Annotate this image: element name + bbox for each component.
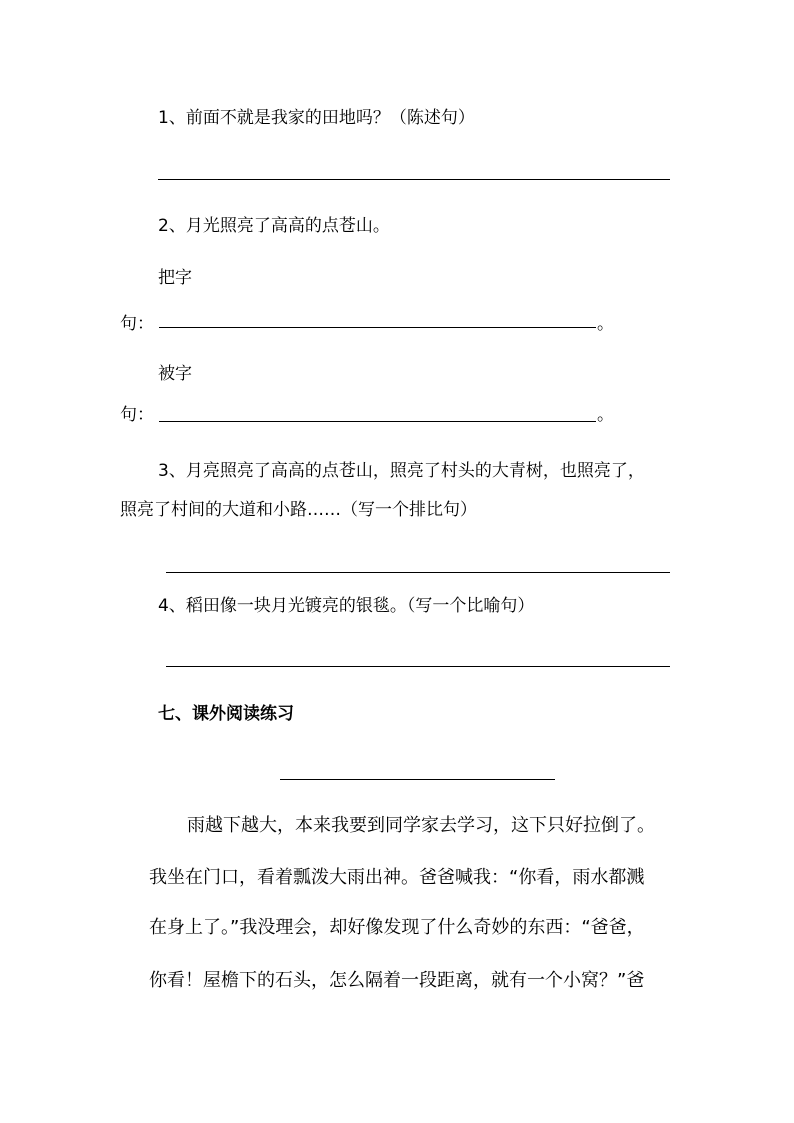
bei-sentence-prefix: 句： [120, 405, 154, 425]
passage-line-1: 雨越下越大，本来我要到同学家去学习，这下只好拉倒了。 [187, 815, 655, 836]
passage-line-2: 我坐在门口，看着瓢泼大雨出神。爸爸喊我：“你看，雨水都溅 [149, 867, 645, 888]
answer-line-ba[interactable] [159, 327, 596, 328]
ba-sentence-prefix: 句： [120, 314, 154, 334]
bei-sentence-suffix: 。 [597, 405, 614, 425]
title-blank-line[interactable] [280, 779, 555, 780]
passage-line-4: 你看！屋檐下的石头，怎么隔着一段距离，就有一个小窝？”爸 [149, 970, 645, 991]
answer-line-3[interactable] [166, 572, 670, 573]
question-2-prompt: 2、月光照亮了高高的点苍山。 [158, 216, 390, 236]
answer-line-4[interactable] [166, 666, 670, 667]
question-3-line-1: 3、月亮照亮了高高的点苍山，照亮了村头的大青树，也照亮了， [158, 461, 645, 481]
bei-sentence-label: 被字 [158, 364, 192, 384]
section-7-heading: 七、课外阅读练习 [158, 704, 294, 724]
passage-line-3: 在身上了。”我没理会，却好像发现了什么奇妙的东西：“爸爸， [149, 917, 645, 938]
answer-line-1[interactable] [158, 179, 670, 180]
question-4-prompt: 4、稻田像一块月光镀亮的银毯。（写一个比喻句） [158, 596, 535, 616]
ba-sentence-label: 把字 [158, 268, 192, 288]
question-1-prompt: 1、前面不就是我家的田地吗？（陈述句） [158, 108, 475, 128]
ba-sentence-suffix: 。 [597, 314, 614, 334]
question-3-line-2: 照亮了村间的大道和小路……（写一个排比句） [120, 500, 477, 520]
answer-line-bei[interactable] [159, 421, 596, 422]
